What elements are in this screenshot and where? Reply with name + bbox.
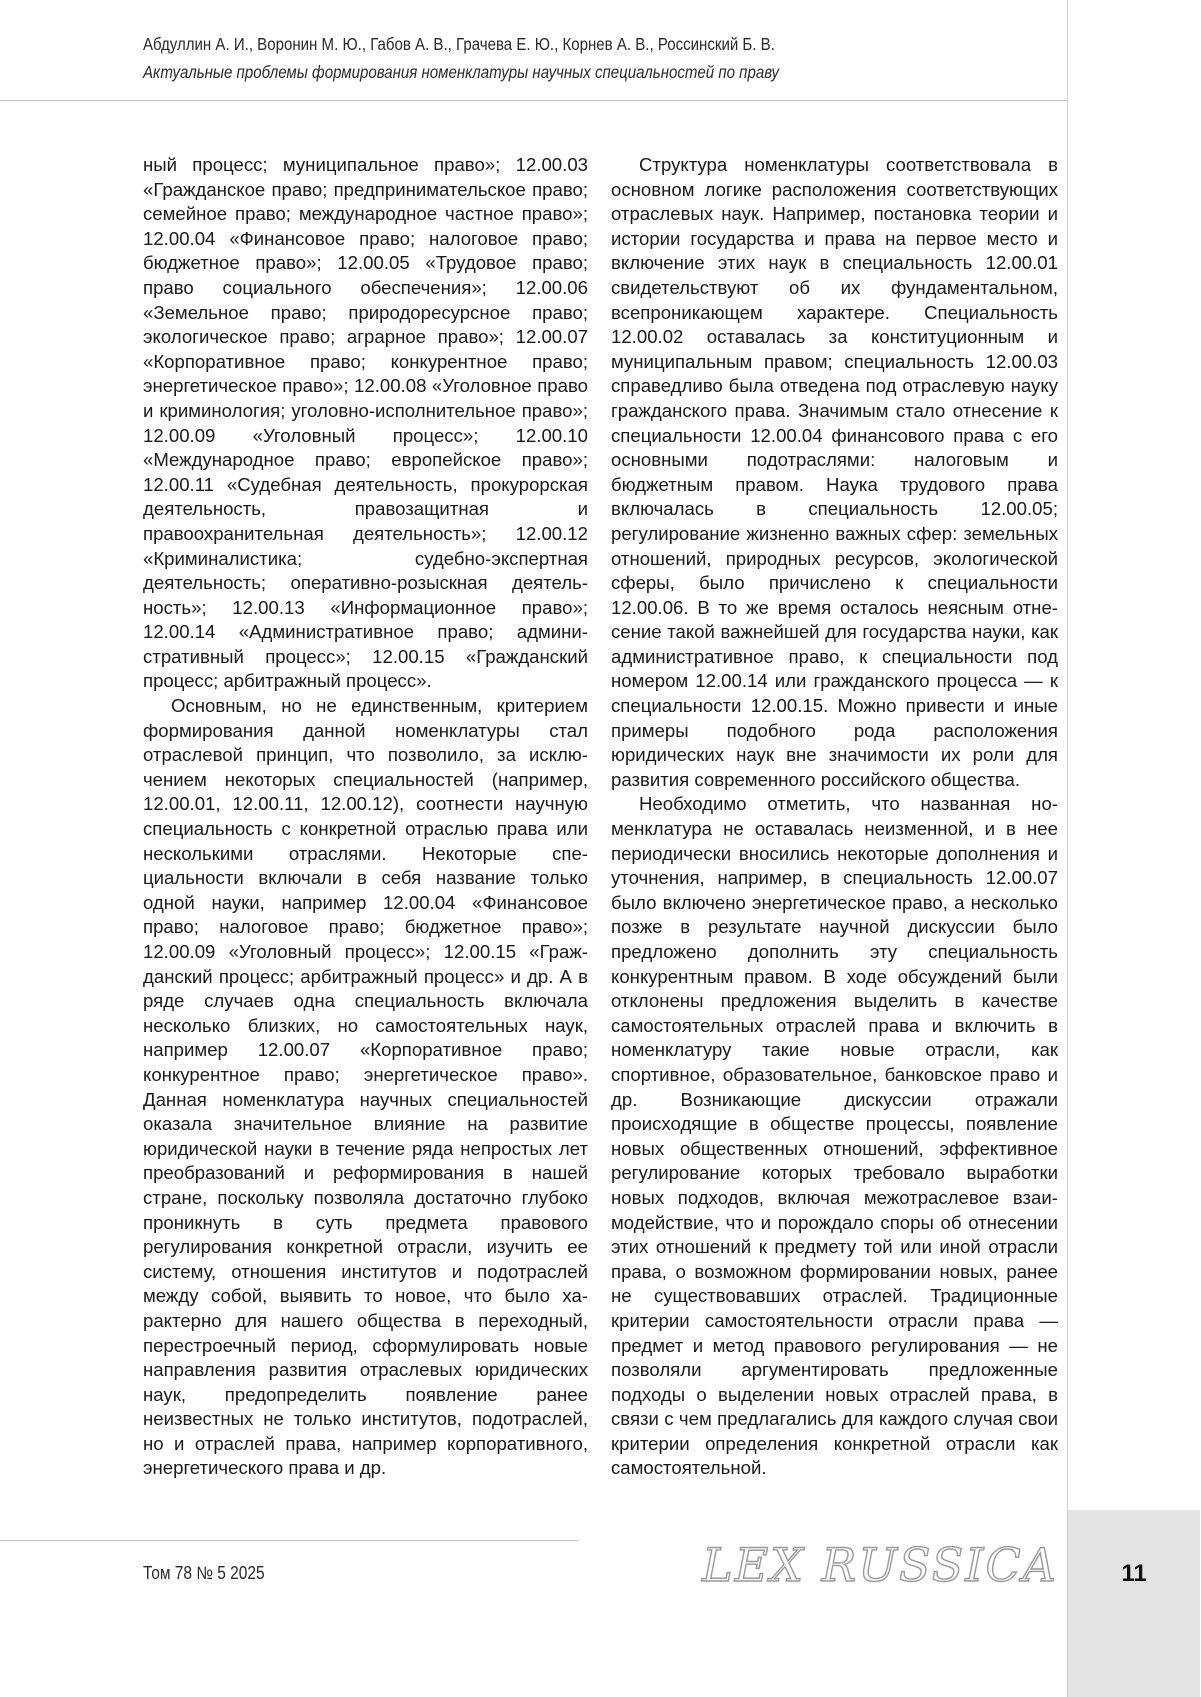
header-authors: Абдуллин А. И., Воронин М. Ю., Габов А. В., Грачева Е. Ю., Корнев А. В., Россинский Б. В. [143,34,775,54]
journal-issue: Том 78 № 5 2025 [143,1563,265,1583]
page-number-tab [1068,1510,1200,1697]
right-paragraph-1: Структура номенклатуры соответствовала в основном логике расположения соответствующих отраслевых наук. Например, постановка теории и истории государства и права на первое место и включение этих наук в специальность 12.00.01 свидетельствуют об их фундаментальном, всепроникающем характере. Специальность 12.00.02 оставалась за конституционным и муниципальным правом; специальность 12.00.03 справедливо была отведена под отраслевую науку гражданского права. Значимым стало отнесение к специальности 12.00.04 финансового права с его основными подотраслями: налоговым и бюджетным правом. Наука трудового права включалась в специальность 12.00.05; регулирование жизненно важных сфер: земельных отношений, природных ресурсов, экологической сферы, было причислено к специальности 12.00.06. В то же время осталось неясным отнесение такой важнейшей для государства науки, как административное право, к специальности под номером 12.00.14 или гражданского процесса — к специальности 12.00.15. Можно привести и иные примеры подобного рода расположения юридических наук вне значимости их роли для развития современного российского общества. [611,154,1058,790]
header-article-title: Актуальные проблемы формирования номенклатуры научных специальностей по праву [143,62,780,82]
journal-logo-text: LEX RUSSICA [702,1538,1058,1592]
journal-logo [702,1536,1058,1596]
right-paragraph-2: Необходимо отметить, что названная номенклатура не оставалась неизменной, и в нее периодически вносились некоторые дополнения и уточнения, например, в специальность 12.00.07 было включено энергетическое право, а несколько позже в результате научной дискуссии было предложено дополнить эту специальность конкурентным правом. В ходе обсуждений были отклонены предложения выделить в качестве самостоятельных отраслей права и включить в номенклатуру такие новые отрасли, как спортивное, образовательное, банковское право и др. Возникающие дискуссии отражали происходящие в обществе процессы, появление новых общественных отношений, эффективное регулирование которых требовало выработки новых подходов, включая межотраслевое взаимодействие, что и порождало споры об отнесении этих отношений к предмету той или иной отрасли права, о возможном формировании новых, ранее не существовавших отраслей. Традиционные критерии самостоятельности отрасли права — предмет и метод правового регулирования — не позволяли аргументировать предложенные подходы о выделении новых отраслей права, в связи с чем предлагались для каждого случая свои критерии определения конкретной отрасли как самостоятельной. [611,793,1058,1479]
left-column [143,153,588,1481]
page-number: 11 [1121,1560,1147,1587]
header-divider [0,100,1067,101]
footer-divider [0,1540,578,1541]
running-header [143,30,1043,86]
left-paragraph-1: ный процесс; муниципальное право»; 12.00.03 «Гражданское право; предпринимательское право; семейное право; международное частное право»; 12.00.04 «Финансовое право; налоговое право; бюджетное право»; 12.00.05 «Трудовое право; право социального обеспечения»; 12.00.06 «Земельное право; природоресурсное право; экологическое право; аграрное право»; 12.00.07 «Корпоративное право; конкурентное право; энергетическое право»; 12.00.08 «Уголовное право и криминология; уголовно-исполнительное право»; 12.00.09 «Уголовный процесс»; 12.00.10 «Международное право; европейское право»; 12.00.11 «Судебная деятельность, прокурорская деятельность, правозащитная и правоохранительная деятельность»; 12.00.12 «Криминалистика; судебно-экспертная деятельность; оперативно-розыскная деятельность»; 12.00.13 «Информационное право»; 12.00.14 «Административное право; административный процесс»; 12.00.15 «Гражданский процесс; арбитражный процесс». [143,154,588,692]
left-paragraph-2: Основным, но не единственным, критерием формирования данной номенклатуры стал отраслевой принцип, что позволило, за исключением некоторых специальностей (например, 12.00.01, 12.00.11, 12.00.12), соотнести научную специальность с конкретной отраслью права или несколькими отраслями. Некоторые специальности включали в себя название только одной науки, например 12.00.04 «Финансовое право; налоговое право; бюджетное право»; 12.00.09 «Уголовный процесс»; 12.00.15 «Гражданский процесс; арбитражный процесс» и др. А в ряде случаев одна специальность включала несколько близких, но самостоятельных наук, например 12.00.07 «Корпоративное право; конкурентное право; энергетическое право». Данная номенклатура научных специальностей оказала значительное влияние на развитие юридической науки в течение ряда непростых лет преобразований и реформирования в нашей стране, поскольку позволяла достаточно глубоко проникнуть в суть предмета правового регулирования конкретной отрасли, изучить ее систему, отношения институтов и подотраслей между собой, выявить то новое, что было характерно для нашего общества в переходный, перестроечный период, сформулировать новые направления развития отраслевых юридических наук, предопределить появление ранее неизвестных не только институтов, подотраслей, но и отраслей права, например корпоративного, энергетического права и др. [143,695,588,1479]
right-column [611,153,1058,1481]
side-margin-band [1067,0,1201,1697]
